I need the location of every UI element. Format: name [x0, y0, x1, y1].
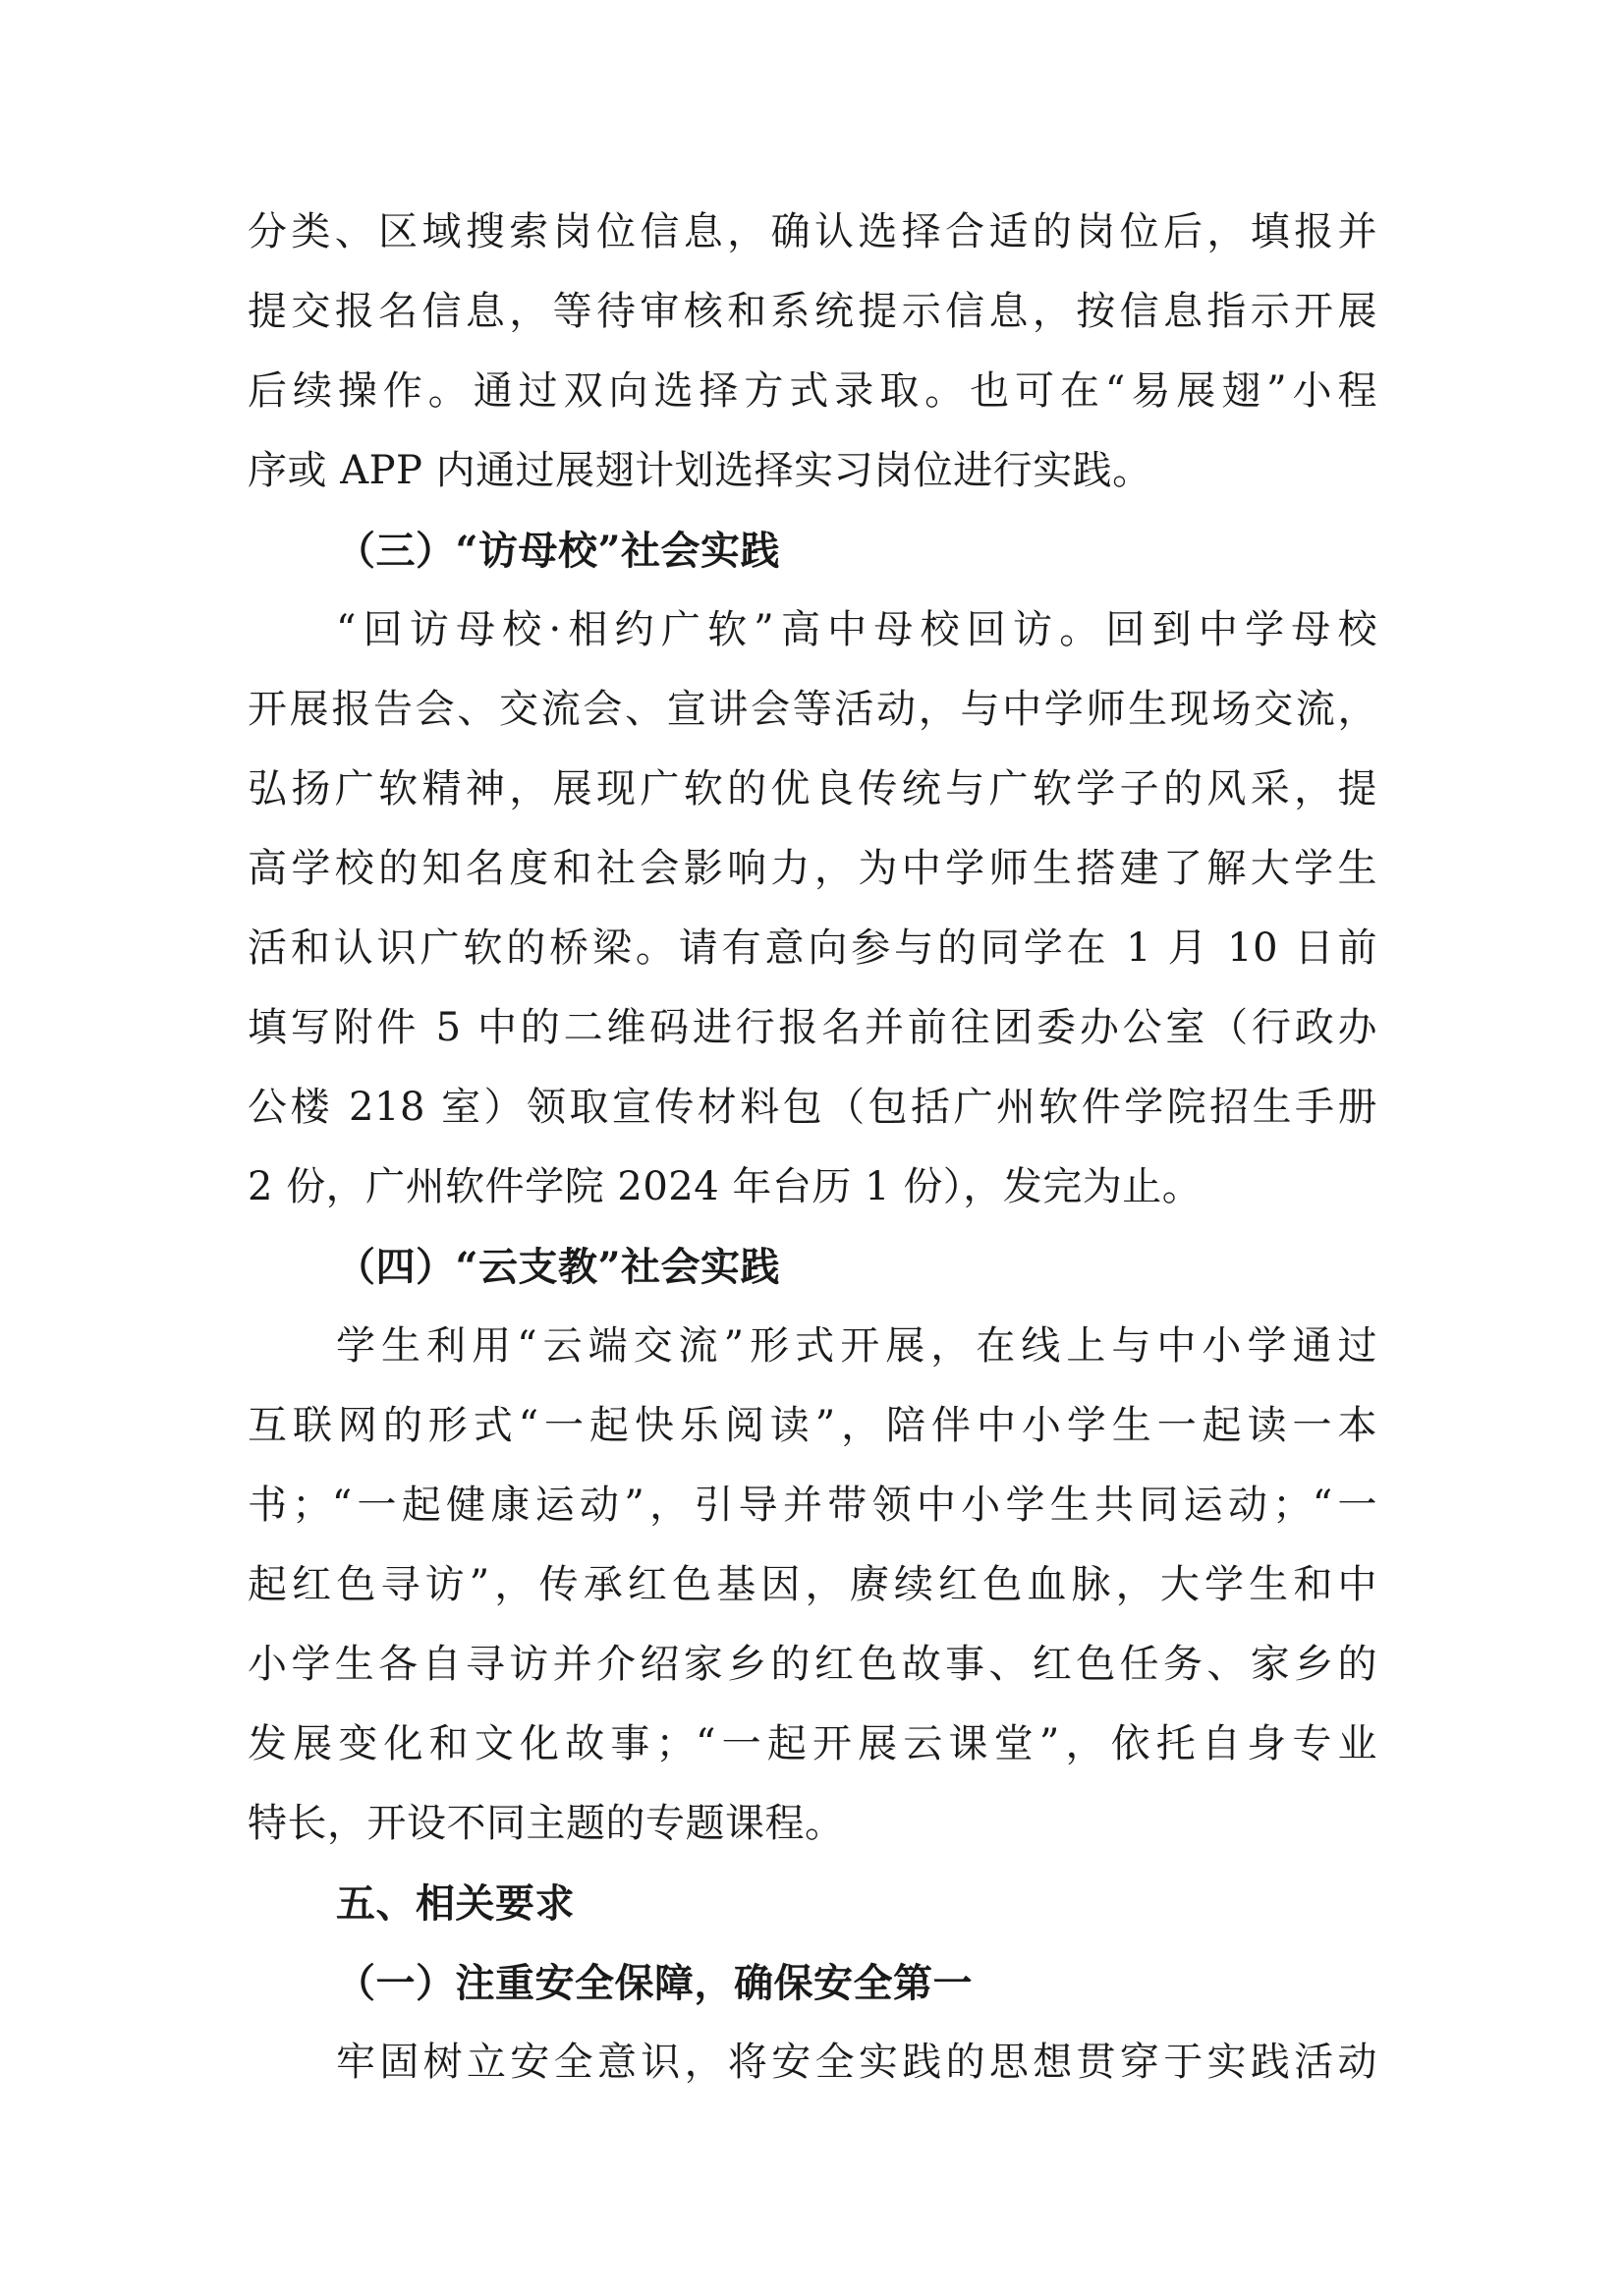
- text-line: 活和认识广软的桥梁。请有意向参与的同学在 1 月 10 日前: [248, 925, 1377, 971]
- text-line: 填写附件 5 中的二维码进行报名并前往团委办公室（行政办: [248, 1005, 1377, 1050]
- text-line: 开展报告会、交流会、宣讲会等活动，与中学师生现场交流，: [248, 687, 1377, 732]
- text-line: 牢固树立安全意识，将安全实践的思想贯穿于实践活动: [336, 2040, 1377, 2085]
- text-line: 序或 APP 内通过展翅计划选择实习岗位进行实践。: [248, 448, 1152, 493]
- text-line: 提交报名信息，等待审核和系统提示信息，按信息指示开展: [248, 289, 1377, 334]
- heading-text: 五、相关要求: [336, 1880, 575, 1927]
- text-line: 小学生各自寻访并介绍家乡的红色故事、红色任务、家乡的: [248, 1642, 1377, 1687]
- text-line: 弘扬广软精神，展现广软的优良传统与广软学子的风采，提: [248, 766, 1377, 812]
- sub-heading-text: （四）“云支教”社会实践: [336, 1244, 781, 1290]
- section-heading-visit-alma-mater: [248, 511, 1377, 590]
- text-line: 2 份，广州软件学院 2024 年台历 1 份），发完为止。: [248, 1164, 1203, 1209]
- text-line: 特长，开设不同主题的专题课程。: [248, 1801, 845, 1846]
- sub-heading-text: （一）注重安全保障，确保安全第一: [336, 1960, 973, 2006]
- text-line: 后续操作。通过双向选择方式录取。也可在“易展翅”小程: [248, 368, 1377, 414]
- text-line: 高学校的知名度和社会影响力，为中学师生搭建了解大学生: [248, 846, 1377, 891]
- text-line: 书；“一起健康运动”，引导并带领中小学生共同运动；“一: [248, 1483, 1377, 1528]
- document-page: [248, 193, 1377, 2102]
- text-line: 分类、区域搜索岗位信息，确认选择合适的岗位后，填报并: [248, 209, 1377, 254]
- paragraph-safety: [248, 2023, 1377, 2102]
- text-line: 公楼 218 室）领取宣传材料包（包括广州软件学院招生手册: [248, 1085, 1377, 1130]
- section-heading-cloud-teaching: [248, 1227, 1377, 1307]
- section-heading-requirements: [248, 1864, 1377, 1943]
- text-line: 学生利用“云端交流”形式开展，在线上与中小学通过: [336, 1323, 1377, 1369]
- paragraph-visit-alma-mater: [248, 590, 1377, 1227]
- paragraph-continuation: [248, 193, 1377, 511]
- paragraph-cloud-teaching: [248, 1307, 1377, 1864]
- text-line: 发展变化和文化故事；“一起开展云课堂”，依托自身专业: [248, 1721, 1377, 1766]
- section-heading-safety: [248, 1943, 1377, 2023]
- text-line: 起红色寻访”，传承红色基因，赓续红色血脉，大学生和中: [248, 1562, 1377, 1607]
- text-line: “回访母校·相约广软”高中母校回访。回到中学母校: [336, 607, 1377, 652]
- sub-heading-text: （三）“访母校”社会实践: [336, 528, 781, 574]
- text-line: 互联网的形式“一起快乐阅读”，陪伴中小学生一起读一本: [248, 1403, 1377, 1448]
